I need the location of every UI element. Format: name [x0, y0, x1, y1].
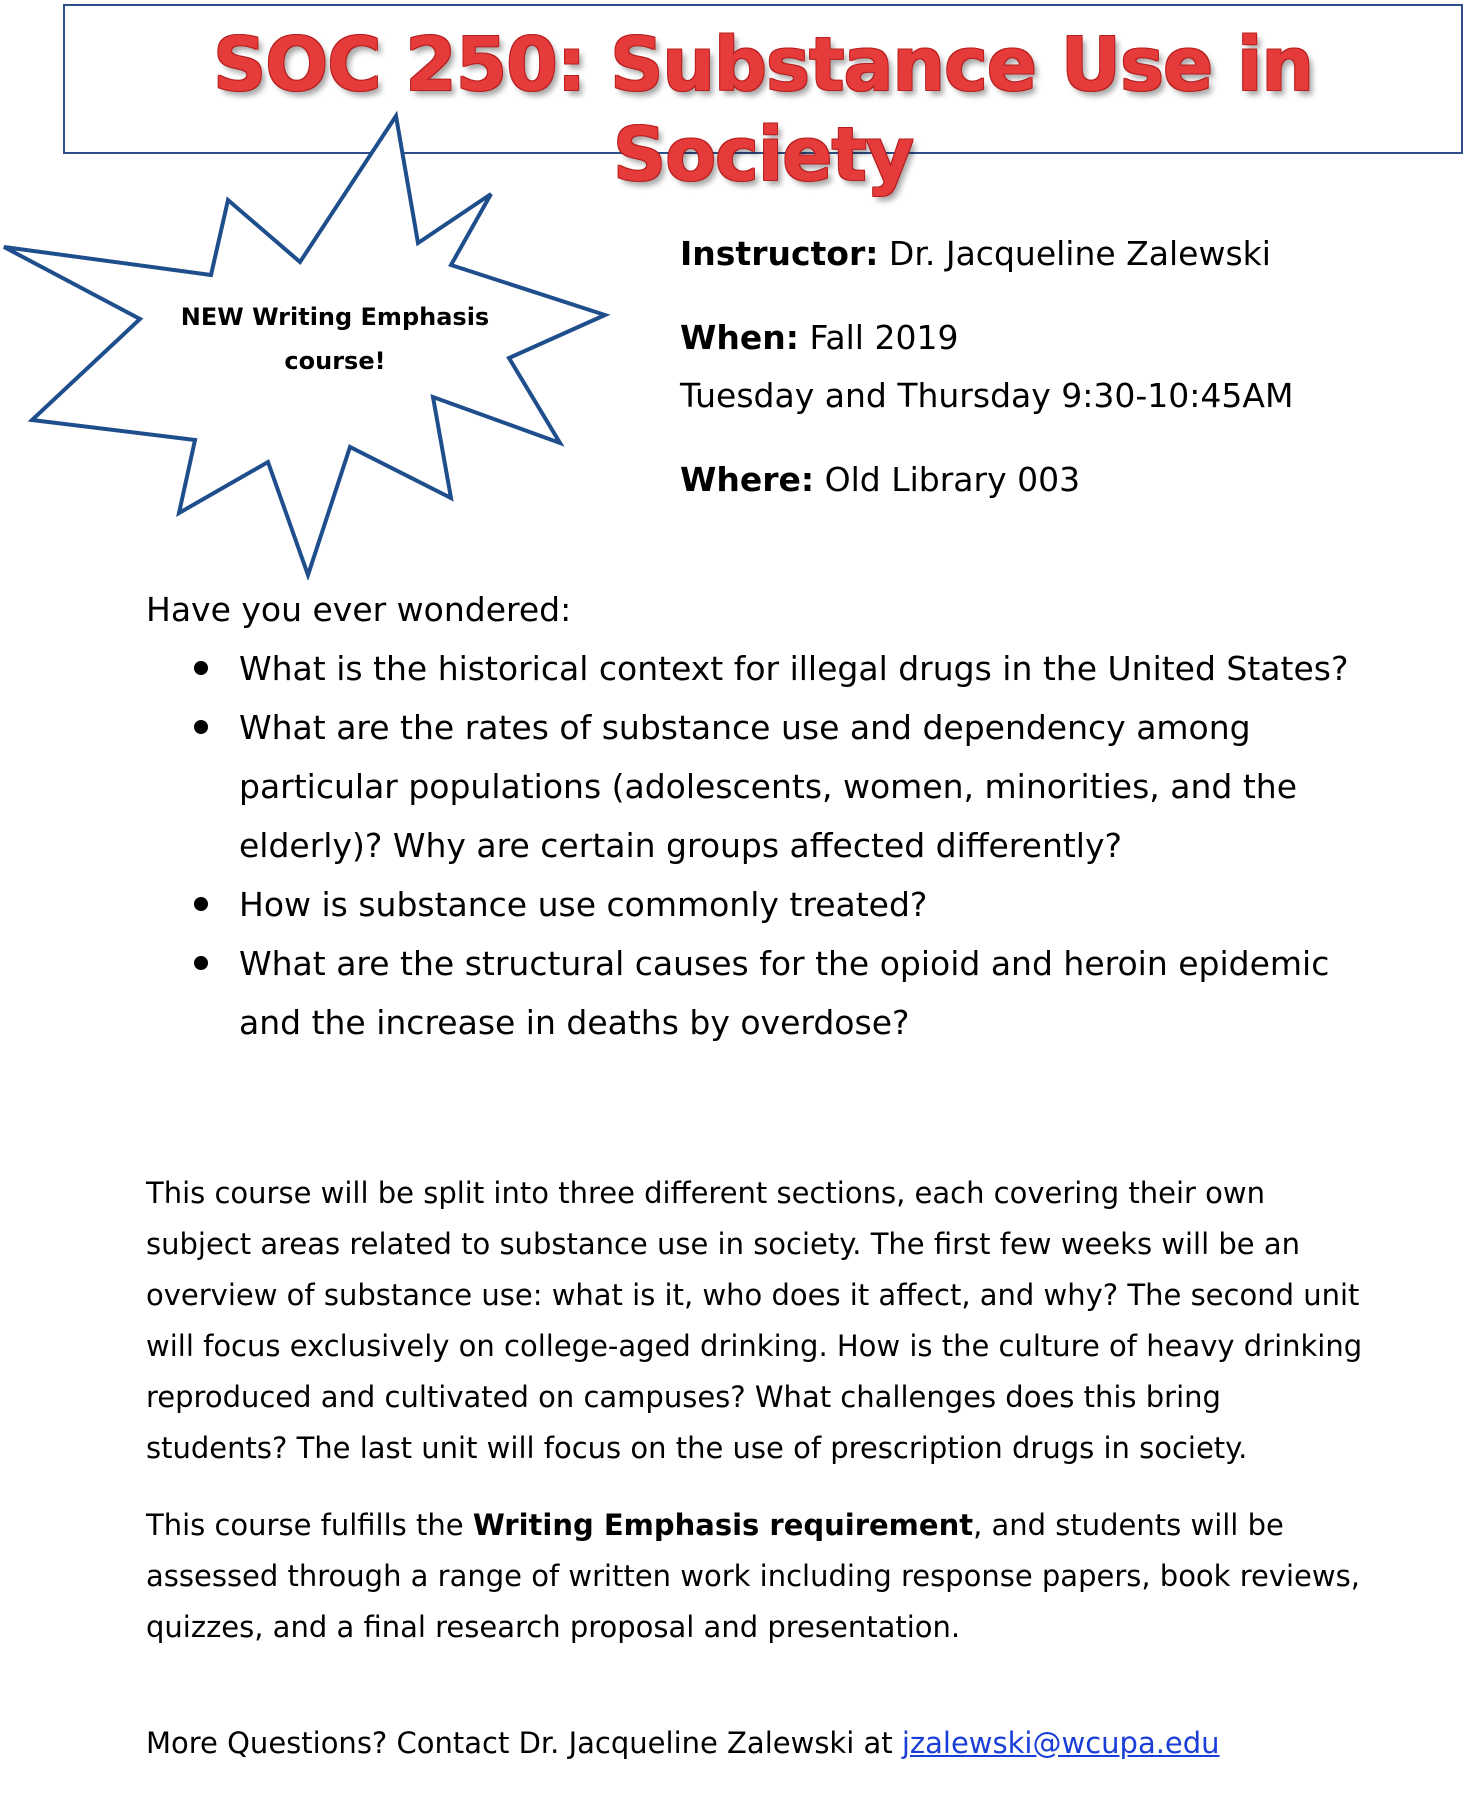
when-label: When:	[680, 318, 799, 357]
para2-after: , and students will be assessed through a range of written work including response papers, book reviews, quizzes, and a final research proposal and presentation.	[146, 1508, 1360, 1644]
instructor-value: Dr. Jacqueline Zalewski	[878, 234, 1271, 273]
when-time: Tuesday and Thursday 9:30-10:45AM	[680, 376, 1294, 415]
where-line	[680, 451, 1440, 509]
starburst-line-1: NEW Writing Emphasis	[180, 303, 490, 331]
list-item	[146, 934, 1396, 1052]
para2-before: This course fulfills the	[146, 1508, 473, 1542]
writing-emphasis-paragraph	[146, 1500, 1366, 1653]
instructor-line	[680, 225, 1440, 283]
list-item	[146, 875, 1396, 934]
questions-section	[146, 580, 1396, 1052]
bullet-icon	[194, 956, 208, 970]
para2-bold: Writing Emphasis requirement	[472, 1508, 974, 1542]
where-label: Where:	[680, 460, 815, 499]
bullet-icon	[194, 720, 208, 734]
bullet-icon	[194, 661, 208, 675]
paragraph-sections: This course will be split into three different sections, each covering their own subject areas related to substance use in society. The first few weeks will be an overview of substance use: what is it, who does it affect, and why? The second unit will focus exclusively on college-aged drinking. How is the culture of heavy drinking reproduced and cultivated on campuses? What challenges does this bring students? The last unit will focus on the use of prescription drugs in society.	[146, 1176, 1363, 1465]
starburst-line-2: course!	[284, 347, 386, 375]
starburst-label	[160, 295, 510, 383]
page-title: SOC 250: Substance Use in Society	[212, 22, 1314, 198]
question-text: What are the rates of substance use and dependency among particular populations (adolescents, women, minorities, and the elderly)? Why are certain groups affected differently?	[239, 708, 1297, 865]
contact-line	[146, 1718, 1220, 1768]
question-text: What are the structural causes for the opioid and heroin epidemic and the increase in deaths by overdose?	[239, 944, 1330, 1042]
course-info	[680, 225, 1440, 509]
where-value: Old Library 003	[814, 460, 1081, 499]
bullet-icon	[194, 897, 208, 911]
question-text: How is substance use commonly treated?	[239, 885, 928, 924]
course-description	[146, 1168, 1366, 1474]
instructor-label: Instructor:	[680, 234, 879, 273]
paragraph-assessment	[146, 1500, 1366, 1653]
list-item	[146, 639, 1396, 698]
questions-lead: Have you ever wondered:	[146, 590, 572, 629]
questions-list	[146, 639, 1396, 1052]
when-line	[680, 309, 1440, 367]
question-text: What is the historical context for illegal drugs in the United States?	[239, 649, 1349, 688]
contact-text: More Questions? Contact Dr. Jacqueline Zalewski at	[146, 1726, 902, 1760]
when-value: Fall 2019	[798, 318, 959, 357]
email-link[interactable]: jzalewski@wcupa.edu	[901, 1726, 1220, 1760]
list-item	[146, 698, 1396, 875]
